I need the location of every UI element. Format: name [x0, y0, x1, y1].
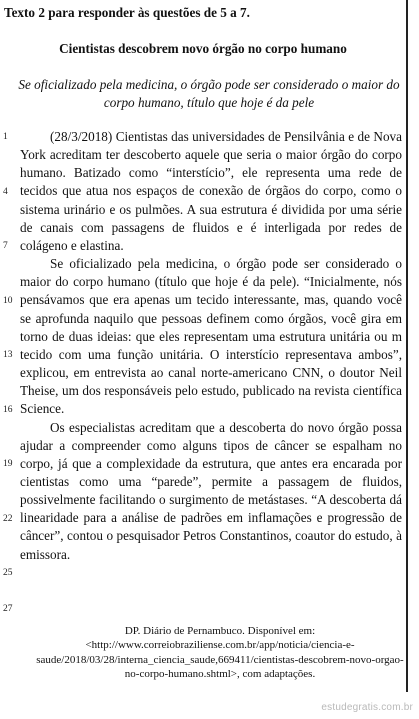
line-number: 1 — [3, 132, 8, 142]
line-number: 10 — [3, 295, 13, 306]
line-number: 25 — [3, 568, 13, 578]
paragraph: Os especialistas acreditam que a descoberta do novo órgão possa ajudar a compreender como alguns tipos de câncer se espalham no corpo, já que a complexidade da estrutura, que antes era encarada por cientistas como uma “parede”, permite a passagem de fluidos, possivelmente facilitando o surgimento de metástases. “A descoberta dá linearidade para a análise de padrões em inflamações e progressão de câncer”, contou o pesquisador Petros Constantinos, coautor do estudo, à emissora. — [20, 419, 402, 562]
line-number: 4 — [3, 186, 8, 197]
article-subtitle: Se oficializado pela medicina, o órgão pode ser considerado o maior do corpo humano, título que hoje é da pele — [18, 77, 400, 110]
line-number: 16 — [3, 404, 13, 415]
line-number: 22 — [3, 513, 13, 524]
article-title: Cientistas descobrem novo órgão no corpo humano — [59, 41, 347, 56]
line-number: 7 — [3, 241, 8, 251]
line-number: 27 — [3, 604, 13, 615]
line-number: 19 — [3, 459, 13, 469]
question-header: Texto 2 para responder às questões de 5 a 7. — [4, 5, 250, 20]
paragraph: Se oficializado pela medicina, o órgão pode ser considerado o maior do corpo humano (título que hoje é da pele). “Inicialmente, nós pensávamos que era apenas um tecido interessante, mas, quando você se aprofunda naquilo que pessoas definem como órgãos, você gira em torno de duas ideias: que eles representam uma estrutura unitária ou m tecido com uma função unitária. O interstício representava ambos”, explicou, em entrevista ao canal norte-americano CNN, o doutor Neil Theise, um dos responsáveis pelo estudo, publicado na revista científica Science. — [20, 256, 402, 417]
article-body — [20, 128, 402, 564]
margin-rule — [406, 0, 408, 692]
line-number: 13 — [3, 350, 13, 360]
site-watermark: estudegratis.com.br — [321, 702, 413, 713]
paragraph: (28/3/2018) Cientistas das universidades de Pensilvânia e de Nova York acreditam ter descoberto aquele que seria o maior órgão do corpo humano. Batizado como “interstício”, ele representa uma rede de tecidos que atua nos espaços de conexão de órgãos do corpo, como o sistema urinário e os pulmões. A sua estrutura é dividida por uma série de canais com passagens de fluidos e é interligada por redes de colágeno e elastina. — [20, 129, 402, 253]
source-citation: DP. Diário de Pernambuco. Disponível em: <http://www.correiobraziliense.com.br/app/noticia/ciencia-e-saude/2018/03/28/interna_ciencia_saude,669411/cientistas-descobrem-novo-orgao-no-corpo-humano.shtml>, com adaptações. — [36, 625, 404, 681]
